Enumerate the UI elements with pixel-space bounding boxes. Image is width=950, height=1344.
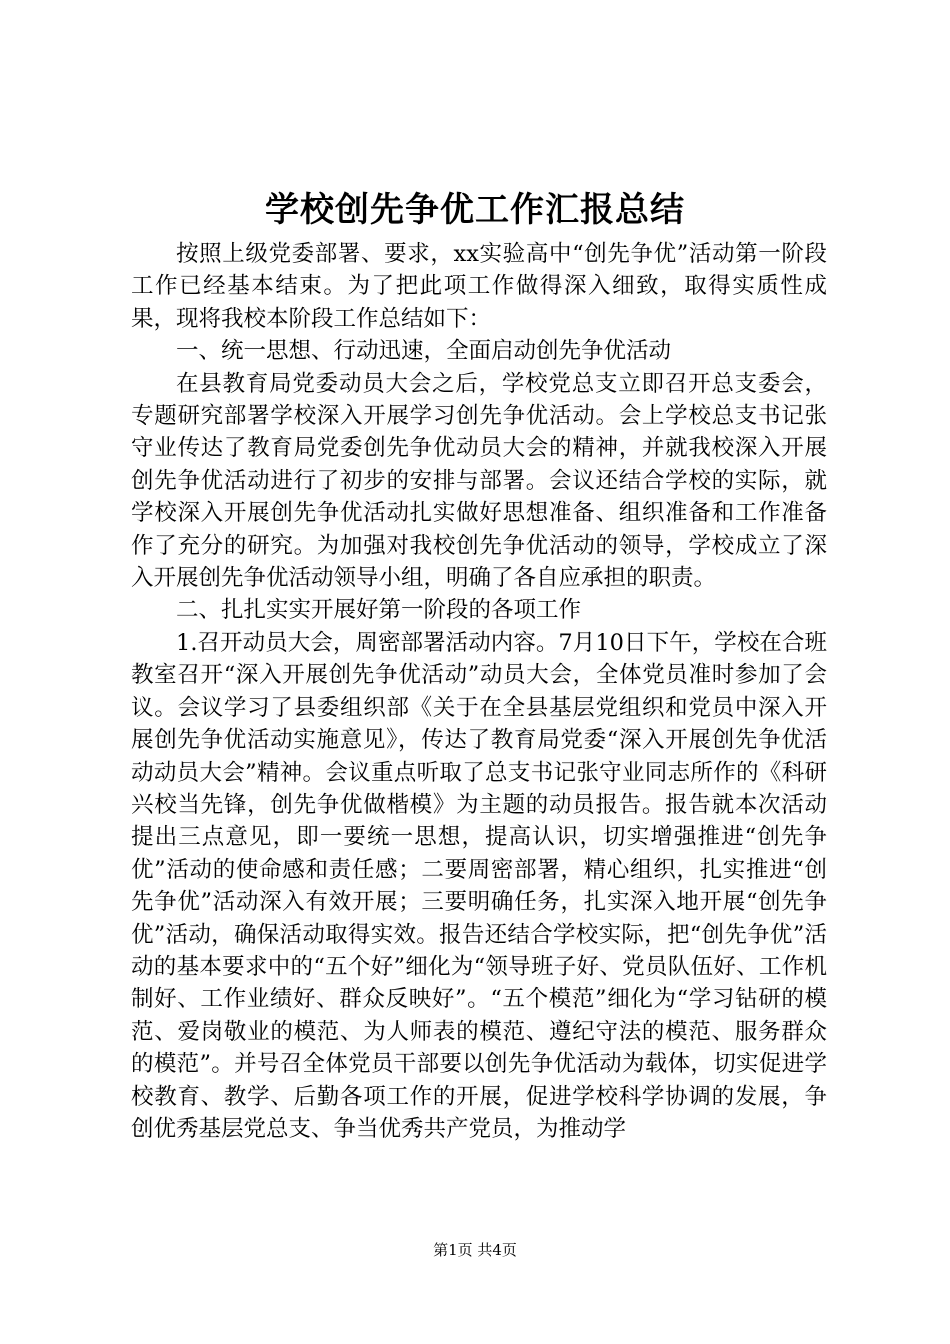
section-1-paragraph: 在县教育局党委动员大会之后，学校党总支立即召开总支委会，专题研究部署学校深入开展学习创先争优活动。会上学校总支书记张守业传达了教育局党委创先争优动员大会的精神，并就我校深入开展创先争优活动进行了初步的安排与部署。会议还结合学校的实际，就学校深入开展创先争优活动扎实做好思想准备、组织准备和工作准备作了充分的研究。为加强对我校创先争优活动的领导，学校成立了深入开展创先争优活动领导小组，明确了各自应承担的职责。 [131, 370, 827, 592]
section-heading-2: 二、扎扎实实开展好第一阶段的各项工作 [176, 597, 582, 624]
page-number-footer: 第1页 共4页 [433, 1241, 517, 1259]
section-heading-1: 一、统一思想、行动迅速，全面启动创先争优活动 [176, 338, 672, 365]
section-2-paragraph: 1.召开动员大会，周密部署活动内容。7月10日下午，学校在合班教室召开“深入开展创先争优活动”动员大会，全体党员准时参加了会议。会议学习了县委组织部《关于在全县基层党组织和党员中深入开展创先争优活动实施意见》，传达了教育局党委“深入开展创先争优活动动员大会”精神。会议重点听取了总支书记张守业同志所作的《科研兴校当先锋，创先争优做楷模》为主题的动员报告。报告就本次活动提出三点意见，即一要统一思想，提高认识，切实增强推进“创先争优”活动的使命感和责任感；二要周密部署，精心组织，扎实推进“创先争优”活动深入有效开展；三要明确任务，扎实深入地开展“创先争优”活动，确保活动取得实效。报告还结合学校实际，把“创先争优”活动的基本要求中的“五个好”细化为“领导班子好、党员队伍好、工作机制好、工作业绩好、群众反映好”。“五个模范”细化为“学习钻研的模范、爱岗敬业的模范、为人师表的模范、遵纪守法的模范、服务群众的模范”。并号召全体党员干部要以创先争优活动为载体，切实促进学校教育、教学、后勤各项工作的开展，促进学校科学协调的发展，争创优秀基层党总支、争当优秀共产党员，为推动学 [131, 629, 827, 1142]
document-body [131, 238, 827, 1145]
document-title: 学校创先争优工作汇报总结 [265, 190, 685, 230]
intro-paragraph: 按照上级党委部署、要求，xx实验高中“创先争优”活动第一阶段工作已经基本结束。为了把此项工作做得深入细致，取得实质性成果，现将我校本阶段工作总结如下： [131, 241, 827, 332]
